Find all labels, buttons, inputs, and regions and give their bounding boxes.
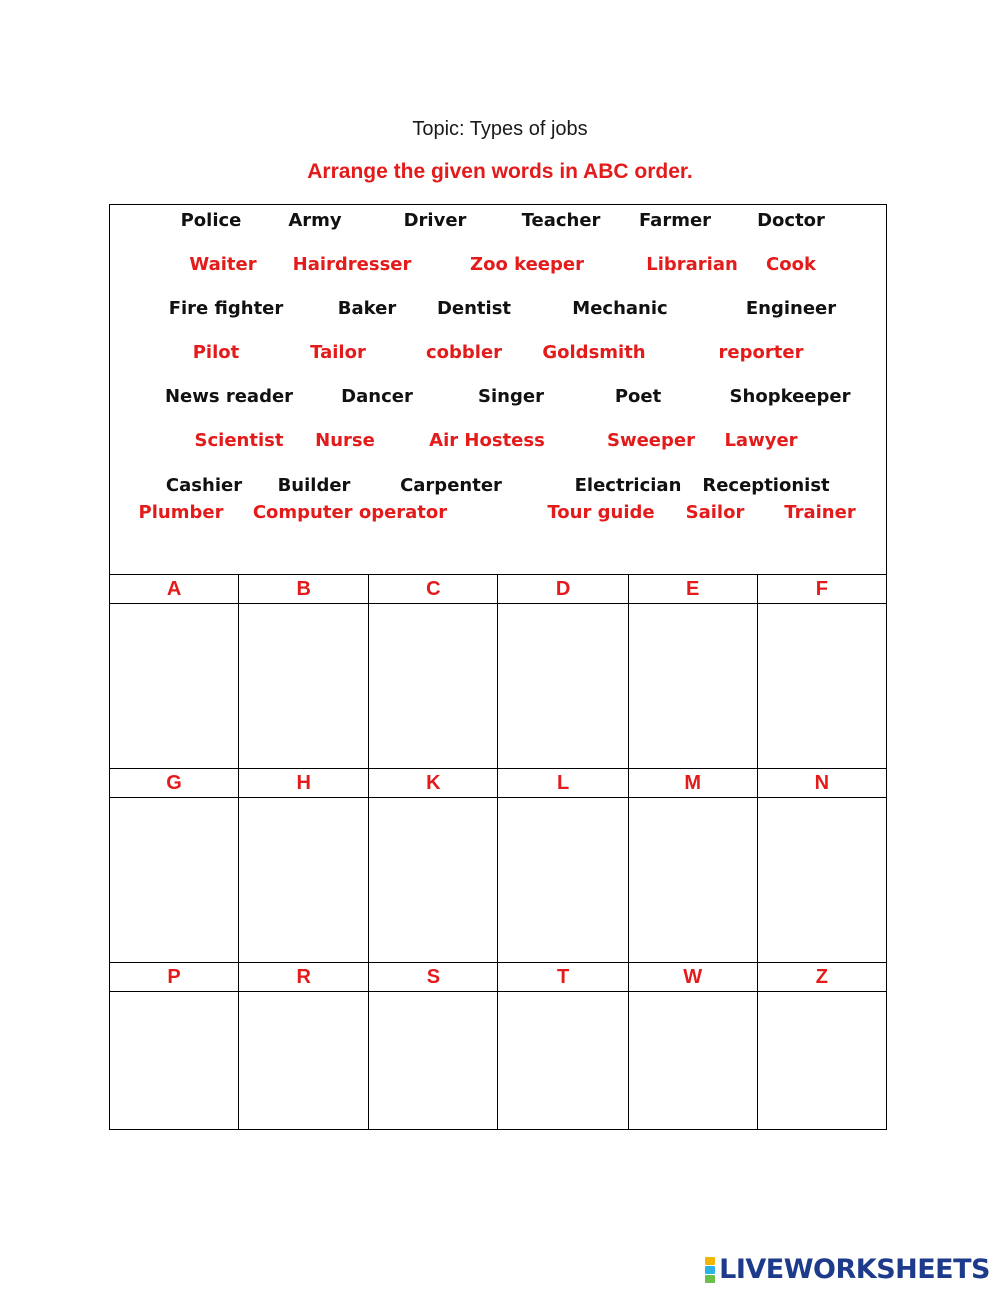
answer-drop-zone[interactable]	[110, 798, 238, 962]
word-item[interactable]: Scientist	[194, 430, 284, 451]
word-item[interactable]: reporter	[718, 342, 804, 363]
letter-header: R	[239, 963, 369, 992]
word-item[interactable]: Police	[180, 210, 242, 231]
answer-drop-zone[interactable]	[369, 798, 497, 962]
letter-header: Z	[757, 963, 886, 992]
word-item[interactable]: Receptionist	[702, 475, 830, 496]
page-title: Topic: Types of jobs	[412, 118, 588, 140]
word-item[interactable]: Librarian	[646, 254, 738, 275]
word-item[interactable]: Sailor	[685, 502, 745, 523]
abc-sorting-grid	[109, 574, 887, 1130]
letter-header: L	[498, 769, 628, 798]
answer-drop-zone[interactable]	[758, 604, 886, 768]
word-item[interactable]: Zoo keeper	[470, 254, 584, 275]
letter-header: W	[628, 963, 757, 992]
word-item[interactable]: Shopkeeper	[729, 386, 851, 407]
word-item[interactable]: Dentist	[436, 298, 512, 319]
word-item[interactable]: cobbler	[425, 342, 503, 363]
word-item[interactable]: Baker	[337, 298, 397, 319]
letter-row	[110, 769, 887, 798]
word-item[interactable]: Fire fighter	[168, 298, 284, 319]
answer-drop-zone[interactable]	[629, 798, 757, 962]
letter-header: T	[498, 963, 628, 992]
letter-row	[110, 575, 887, 604]
word-item[interactable]: Lawyer	[724, 430, 798, 451]
letter-header: F	[757, 575, 886, 604]
answer-drop-zone[interactable]	[629, 604, 757, 768]
letter-header: G	[110, 769, 239, 798]
letter-header: C	[369, 575, 498, 604]
word-item[interactable]: Tailor	[310, 342, 366, 363]
word-item[interactable]: Air Hostess	[429, 430, 545, 451]
word-item[interactable]: Pilot	[192, 342, 240, 363]
word-item[interactable]: Hairdresser	[292, 254, 412, 275]
word-item[interactable]: Dancer	[341, 386, 413, 407]
word-item[interactable]: Builder	[277, 475, 351, 496]
answer-drop-zone[interactable]	[498, 798, 627, 962]
answer-drop-zone[interactable]	[239, 604, 368, 768]
letter-header: M	[628, 769, 757, 798]
answer-row	[110, 604, 887, 769]
answer-drop-zone[interactable]	[239, 798, 368, 962]
word-item[interactable]: Poet	[614, 386, 662, 407]
word-item[interactable]: Computer operator	[252, 502, 448, 523]
answer-drop-zone[interactable]	[110, 992, 238, 1129]
word-bank	[109, 204, 887, 575]
letter-header: H	[239, 769, 369, 798]
letter-row	[110, 963, 887, 992]
answer-drop-zone[interactable]	[110, 604, 238, 768]
instruction-text: Arrange the given words in ABC order.	[307, 160, 693, 183]
word-item[interactable]: Doctor	[757, 210, 825, 231]
word-item[interactable]: Waiter	[189, 254, 257, 275]
liveworksheets-logo	[705, 1254, 990, 1285]
word-item[interactable]: Goldsmith	[542, 342, 646, 363]
word-item[interactable]: Electrician	[574, 475, 682, 496]
word-item[interactable]: Tour guide	[547, 502, 655, 523]
word-item[interactable]: Carpenter	[400, 475, 502, 496]
letter-header: D	[498, 575, 628, 604]
answer-drop-zone[interactable]	[498, 992, 627, 1129]
word-item[interactable]: Nurse	[315, 430, 375, 451]
word-item[interactable]: Trainer	[784, 502, 856, 523]
answer-drop-zone[interactable]	[758, 798, 886, 962]
word-item[interactable]: Cook	[766, 254, 816, 275]
word-item[interactable]: Plumber	[138, 502, 224, 523]
answer-row	[110, 798, 887, 963]
answer-drop-zone[interactable]	[369, 604, 497, 768]
word-item[interactable]: Mechanic	[572, 298, 668, 319]
letter-header: B	[239, 575, 369, 604]
word-item[interactable]: News reader	[164, 386, 294, 407]
word-item[interactable]: Farmer	[638, 210, 712, 231]
answer-row	[110, 992, 887, 1130]
letter-header: P	[110, 963, 239, 992]
brand-name: LIVEWORKSHEETS	[719, 1254, 990, 1285]
answer-drop-zone[interactable]	[629, 992, 757, 1129]
word-item[interactable]: Sweeper	[607, 430, 695, 451]
answer-drop-zone[interactable]	[758, 992, 886, 1129]
letter-header: K	[369, 769, 498, 798]
letter-header: E	[628, 575, 757, 604]
letter-header: N	[757, 769, 886, 798]
word-item[interactable]: Engineer	[745, 298, 837, 319]
letter-header: S	[369, 963, 498, 992]
word-item[interactable]: Army	[288, 210, 342, 231]
answer-drop-zone[interactable]	[369, 992, 497, 1129]
word-item[interactable]: Driver	[403, 210, 467, 231]
word-item[interactable]: Singer	[478, 386, 544, 407]
answer-drop-zone[interactable]	[239, 992, 368, 1129]
word-item[interactable]: Teacher	[521, 210, 601, 231]
letter-header: A	[110, 575, 239, 604]
word-item[interactable]: Cashier	[165, 475, 243, 496]
liveworksheets-icon	[705, 1257, 715, 1283]
answer-drop-zone[interactable]	[498, 604, 627, 768]
